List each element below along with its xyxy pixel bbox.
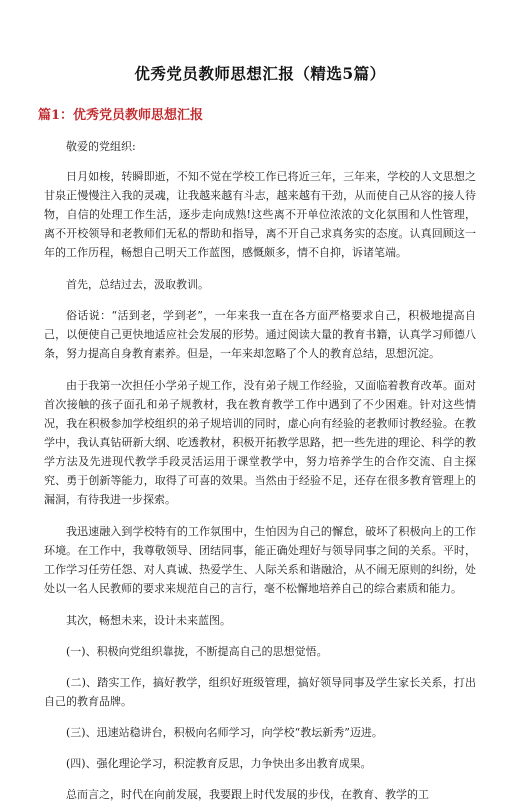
salutation: 敬爱的党组织: xyxy=(66,140,136,153)
paragraph-goal-3: (三)、迅速站稳讲台，积极向名师学习，向学校“教坛新秀”迈进。 xyxy=(66,726,383,739)
paragraph-summary-heading: 首先，总结过去，汲取教训。 xyxy=(66,278,209,291)
paragraph-intro: 日月如梭，转瞬即逝，不知不觉在学校工作已将近三年，三年来，学校的人文思想之甘泉正慢慢注入我的灵魂，让我越来越有斗志，越来越有干劲，从而使自己从容的接人待物，自信的处理工作生活，逐步走向成熟!这些离不开单位浓浓的文化氛围和人性管理，离不开校领导和老教师们无私的帮助和指导，离不开自己求真务实的态度。认真回顾这一年的工作历程，畅想自己明天工作蓝图，感慨颇多，情不自抑，诉诸笔端。 xyxy=(44,170,476,259)
paragraph-goal-2: (二)、踏实工作，搞好教学，组织好班级管理，搞好领导同事及学生家长关系，打出自己的教育品牌。 xyxy=(44,676,476,708)
paragraph-goal-1: (一)、积极向党组织靠拢，不断提高自己的思想觉悟。 xyxy=(66,645,328,658)
section-heading: 篇1：优秀党员教师思想汇报 xyxy=(38,108,204,123)
paragraph-teaching: 由于我第一次担任小学弟子规工作，没有弟子规工作经验，又面临着教育改革。面对首次接触的孩子面孔和弟子规教材，我在教育教学工作中遇到了不少困难。针对这些情况，我在积极参加学校组织的弟子规培训的同时，虚心向有经验的老教师讨教经验。在教学中，我认真钻研新大纲、吃透教材，积极开拓教学思路，把一些先进的理论、科学的教学方法及先进现代教学手段灵活运用于课堂教学中，努力培养学生的合作交流、自主探究、勇于创新等能力，取得了可喜的效果。当然由于经验不足，还存在很多教育管理上的漏洞，有待我进一步探索。 xyxy=(44,379,476,506)
document-title: 优秀党员教师思想汇报（精选5篇） xyxy=(134,64,386,83)
paragraph-goal-4: (四)、强化理论学习，积淀教育反思，力争快出多出教育成果。 xyxy=(66,757,372,770)
paragraph-learning: 俗话说：“活到老，学到老”，一年来我一直在各方面严格要求自己，积极地提高自己，以便使自己更快地适应社会发展的形势。通过阅读大量的教育书籍，认真学习师德八条，努力提高自身教育素养。但是，一年来却忽略了个人的教育总结，思想沉淀。 xyxy=(44,309,476,360)
paragraph-work-environment: 我迅速融入到学校特有的工作氛围中，生怕因为自己的懈怠，破坏了积极向上的工作环境。在工作中，我尊敬领导、团结同事，能正确处理好与领导同事之间的关系。平时，工作学习任劳任怨、对人真诚、热爱学生、人际关系和谐融洽，从不闹无原则的纠纷，处处以一名人民教师的要求来规范自己的言行，毫不松懈地培养自己的综合素质和能力。 xyxy=(44,525,476,595)
paragraph-conclusion: 总而言之，时代在向前发展，我要跟上时代发展的步伐，在教育、教学的工 xyxy=(66,788,429,801)
paragraph-future-heading: 其次，畅想未来，设计未来蓝图。 xyxy=(66,614,231,627)
